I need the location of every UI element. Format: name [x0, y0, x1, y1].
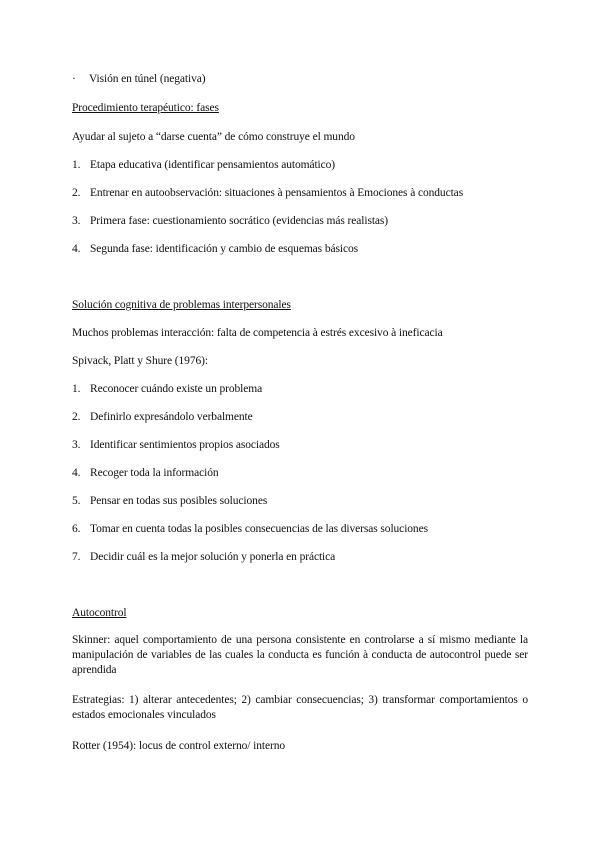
list-item: Tomar en cuenta todas la posibles consecuencias de las diversas soluciones [90, 523, 428, 535]
list-number: 6. [72, 523, 81, 535]
list-number: 4. [72, 467, 81, 479]
list-item: Decidir cuál es la mejor solución y ponerla en práctica [90, 551, 336, 563]
list-number: 1. [72, 159, 81, 171]
list-item: Pensar en todas sus posibles soluciones [90, 495, 268, 507]
list-number: 2. [72, 411, 81, 423]
list-item: Recoger toda la información [90, 467, 219, 479]
section-heading-procedimiento: Procedimiento terapéutico: fases [72, 102, 219, 114]
paragraph-skinner: Skinner: aquel comportamiento de una persona consistente en controlarse a sí mismo mediante la manipulación de variables de las cuales la conducta es función à conducta de autocontrol puede ser aprendida [72, 634, 528, 676]
section-reference-solucion: Spivack, Platt y Shure (1976): [72, 355, 208, 367]
bullet-text: Visión en túnel (negativa) [89, 73, 206, 85]
list-item: Reconocer cuándo existe un problema [90, 383, 263, 395]
bullet-symbol: · [72, 73, 76, 85]
list-number: 5. [72, 495, 81, 507]
section-intro-solucion: Muchos problemas interacción: falta de competencia à estrés excesivo à ineficacia [72, 327, 443, 339]
list-number: 1. [72, 383, 81, 395]
paragraph-rotter: Rotter (1954): locus de control externo/ interno [72, 740, 286, 752]
list-number: 7. [72, 551, 81, 563]
list-item: Segunda fase: identificación y cambio de esquemas básicos [90, 243, 358, 255]
section-heading-solucion: Solución cognitiva de problemas interpersonales [72, 299, 291, 311]
list-number: 3. [72, 439, 81, 451]
list-item: Entrenar en autoobservación: situaciones à pensamientos à Emociones à conductas [90, 187, 464, 199]
list-item: Primera fase: cuestionamiento socrático (evidencias más realistas) [90, 215, 389, 227]
list-item: Identificar sentimientos propios asociados [90, 439, 280, 451]
list-item: Etapa educativa (identificar pensamientos automático) [90, 159, 336, 171]
list-number: 4. [72, 243, 81, 255]
list-number: 3. [72, 215, 81, 227]
list-number: 2. [72, 187, 81, 199]
list-item: Definirlo expresándolo verbalmente [90, 411, 253, 423]
section-heading-autocontrol: Autocontrol [72, 607, 127, 619]
paragraph-estrategias: Estrategias: 1) alterar antecedentes; 2) cambiar consecuencias; 3) transformar comportamientos o estados emocionales vinculados [72, 694, 528, 721]
section-intro-procedimiento: Ayudar al sujeto a “darse cuenta” de cómo construye el mundo [72, 131, 355, 143]
